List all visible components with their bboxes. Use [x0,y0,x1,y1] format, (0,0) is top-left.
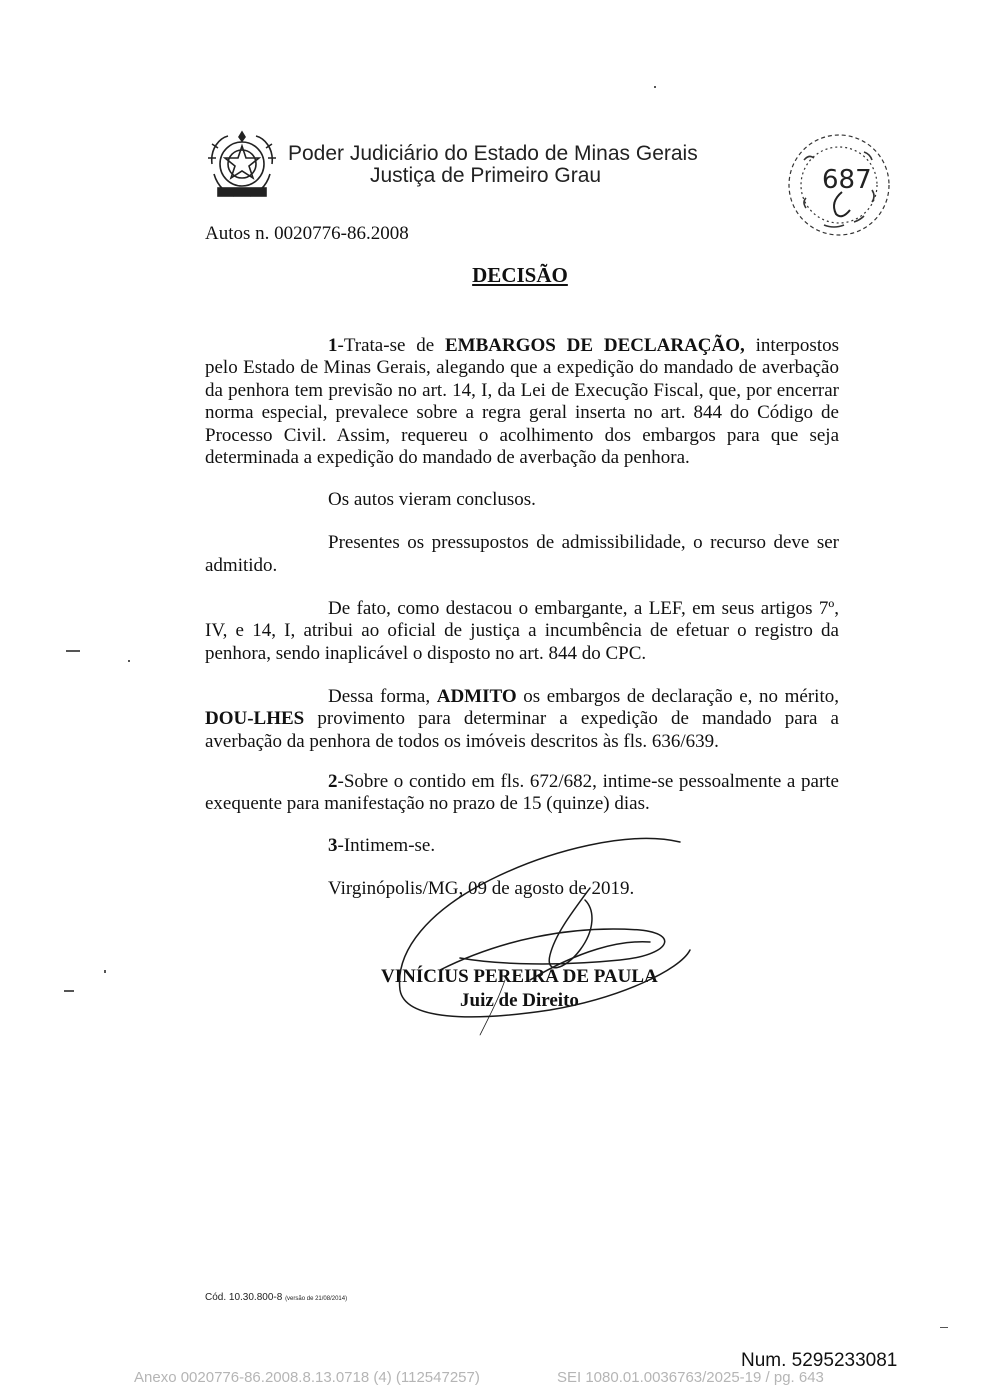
footer-annex-reference: Anexo 0020776-86.2008.8.13.0718 (4) (112547257) [134,1369,480,1386]
footer-sei-reference: SEI 1080.01.0036763/2025-19 / pg. 643 [557,1369,824,1386]
document-number: Num. 5295233081 [741,1350,898,1371]
place-and-date: Virginópolis/MG, 09 de agosto de 2019. [328,878,635,899]
item-number-2: 2 [328,771,338,792]
page-stamp [784,130,894,240]
scan-speck [66,650,80,652]
paragraph-3-line-2: admitido. [205,555,278,576]
header-court-level: Justiça de Primeiro Grau [370,164,602,187]
paragraph-1: 1-Trata-se de EMBARGOS DE DECLARAÇÃO, interpostos pelo Estado de Minas Gerais, alegando que a expedição do mandado de averbação da penhora tem previsão no art. 14, I, da Lei de Execução Fiscal, que, por encerrar norma especial, prevalece sobre a regra geral inserta no art. 844 do Código de Processo Civil. Assim, requereu o acolhimento dos embargos para que seja determinada a expedição do mandado de averbação da penhora. [205,335,839,469]
form-code: Cód. 10.30.800-8 (versão de 21/08/2014) [205,1292,348,1303]
header-institution: Poder Judiciário do Estado de Minas Gerais [288,142,698,165]
item-number-1: 1 [328,335,338,356]
scan-speck [654,86,656,88]
document-title: DECISÃO [472,263,568,287]
admito-keyword: ADMITO [436,686,517,707]
judge-role: Juiz de Direito [460,990,579,1011]
embargos-heading: EMBARGOS DE DECLARAÇÃO, [444,335,745,356]
paragraph-7: 3-Intimem-se. [328,835,436,856]
paragraph-6: 2-Sobre o contido em fls. 672/682, intime-se pessoalmente a parte exequente para manifestação no prazo de 15 (quinze) dias. [205,771,839,815]
coat-of-arms-icon [204,128,280,206]
stamp-page-number: 687 [822,165,872,195]
scan-speck [940,1327,948,1328]
judge-name: VINÍCIUS PEREIRA DE PAULA [381,966,658,987]
paragraph-3-line-1: Presentes os pressupostos de admissibilidade, o recurso deve ser [328,532,839,553]
paragraph-2: Os autos vieram conclusos. [328,489,536,510]
scan-speck [104,970,106,973]
scan-speck [128,660,130,662]
item-number-3: 3 [328,835,338,856]
paragraph-5: Dessa forma, ADMITO os embargos de declaração e, no mérito, DOU-LHES provimento para determinar a expedição de mandado para a averbação da penhora de todos os imóveis descritos às fls. 636/639. [205,686,839,752]
dou-lhes-keyword: DOU-LHES [205,708,305,730]
handwritten-signature [380,830,700,1040]
scan-speck [64,990,74,992]
case-number: Autos n. 0020776-86.2008 [205,223,409,244]
paragraph-4: De fato, como destacou o embargante, a LEF, em seus artigos 7º, IV, e 14, I, atribui ao oficial de justiça a incumbência de efetuar o registro da penhora, sendo inaplicável o disposto no art. 844 do CPC. [205,598,839,664]
